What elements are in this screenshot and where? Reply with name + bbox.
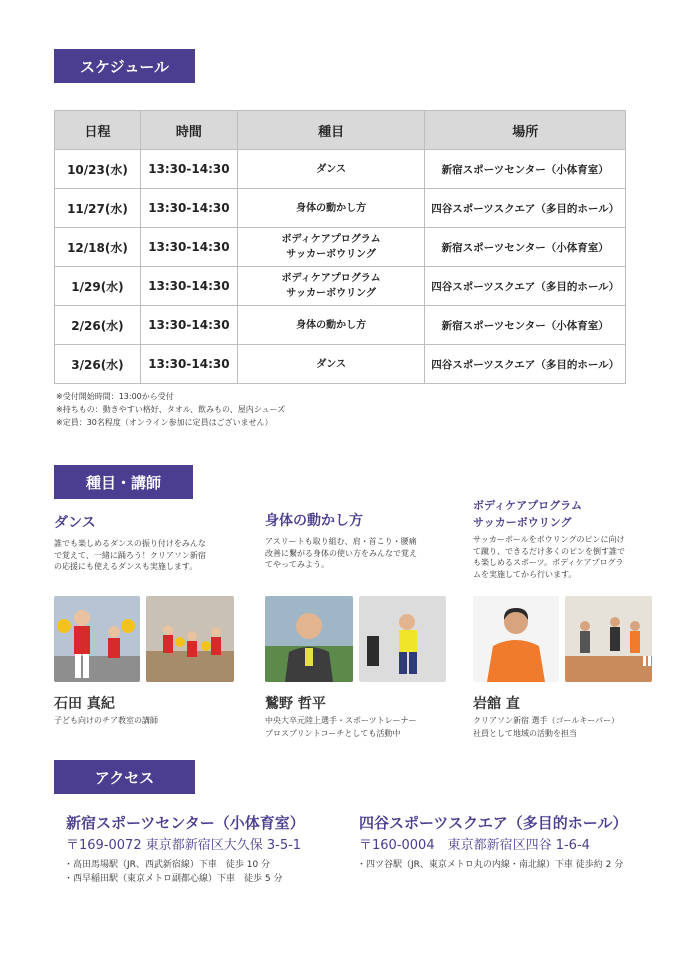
route-line: ・高田馬場駅（JR、西武新宿線）下車 徒歩 10 分 xyxy=(64,860,271,870)
date-cell: 11/27(水) xyxy=(55,189,141,228)
time-cell: 13:30-14:30 xyxy=(140,228,237,267)
coach-role xyxy=(265,714,417,740)
time-cell: 13:30-14:30 xyxy=(140,345,237,384)
date-cell: 1/29(水) xyxy=(55,267,141,306)
table-row xyxy=(55,306,626,345)
route-line: ・西早稲田駅（東京メトロ副都心線）下車 徒歩 5 分 xyxy=(64,874,283,884)
bowling-coach-photo xyxy=(473,596,559,682)
coach-role xyxy=(54,714,158,727)
role-line: 社員として地域の活動を担当 xyxy=(473,729,577,738)
program-title: サッカーボウリング xyxy=(473,516,572,529)
dance-class-photo xyxy=(146,596,234,682)
event-cell xyxy=(237,267,425,306)
description-line: てやってみよう。 xyxy=(265,560,329,569)
note-line: ※持ちもの：動きやすい格好、タオル、飲みもの、屋内シューズ xyxy=(56,405,286,414)
role-line: 中央大卒元陸上選手・スポーツトレーナー xyxy=(265,716,417,725)
date-cell: 3/26(水) xyxy=(55,345,141,384)
event-line: 身体の動かし方 xyxy=(296,202,367,214)
event-line: ダンス xyxy=(316,358,347,370)
note-line: ※定員：30名程度（オンライン参加に定員はございません） xyxy=(56,418,273,427)
description-line: も楽しめるスポーツ。ボディケアプログラ xyxy=(473,558,624,567)
place-cell: 新宿スポーツセンター（小体育室） xyxy=(425,150,626,189)
role-line: プロスプリントコーチとしても活動中 xyxy=(265,729,401,738)
event-line: サッカーボウリング xyxy=(286,249,376,260)
time-cell: 13:30-14:30 xyxy=(140,189,237,228)
access-heading: アクセス xyxy=(54,760,195,794)
column-header-time: 時間 xyxy=(140,111,237,150)
event-line: ボディケアプログラム xyxy=(281,234,381,245)
event-cell xyxy=(237,345,425,384)
table-row xyxy=(55,228,626,267)
venue-name: 新宿スポーツセンター（小体育室） xyxy=(66,814,305,832)
column-header-date: 日程 xyxy=(55,111,141,150)
description-line: アスリートも取り組む、肩・首こり・腰痛 xyxy=(265,537,417,546)
venue-routes xyxy=(357,858,623,872)
event-cell xyxy=(237,228,425,267)
event-line: 身体の動かし方 xyxy=(296,319,367,331)
route-line: ・四ツ谷駅（JR、東京メトロ丸の内線・南北線）下車 徒歩約 2 分 xyxy=(357,860,624,870)
program-description xyxy=(473,534,663,580)
date-cell: 12/18(水) xyxy=(55,228,141,267)
event-line: ダンス xyxy=(316,163,347,175)
column-header-event: 種目 xyxy=(237,111,425,150)
date-cell: 10/23(水) xyxy=(55,150,141,189)
movement-demo-photo xyxy=(359,596,446,682)
program-description xyxy=(54,538,244,573)
venue-address: 〒160-0004 東京都新宿区四谷 1-6-4 xyxy=(359,838,590,853)
description-line: て蹴り、できるだけ多くのピンを倒す誰で xyxy=(473,546,625,556)
place-cell: 四谷スポーツスクエア（多目的ホール） xyxy=(425,267,626,306)
event-cell xyxy=(237,306,425,345)
coach-block-movement xyxy=(265,512,455,571)
venue-routes xyxy=(64,858,282,886)
description-line: で覚えて、一緒に踊ろう！クリアソン新宿 xyxy=(54,550,206,560)
table-row xyxy=(55,189,626,228)
description-line: の応援にも使えるダンスも実施します。 xyxy=(54,562,198,571)
description-line: サッカーボールをボウリングのピンに向け xyxy=(473,535,625,544)
schedule-notes xyxy=(56,390,285,429)
coach-name: 鷲野 哲平 xyxy=(265,696,326,712)
description-line: 改善に繋がる身体の使い方をみんなで覚え xyxy=(265,548,417,558)
program-description xyxy=(265,536,455,571)
coach-block-dance xyxy=(54,514,244,573)
column-header-place: 場所 xyxy=(425,111,626,150)
role-line: クリアソン新宿 選手（ゴールキーパー） xyxy=(473,716,619,725)
dance-coach-photo xyxy=(54,596,140,682)
venue-name: 四谷スポーツスクエア（多目的ホール） xyxy=(359,814,628,832)
event-cell xyxy=(237,150,425,189)
program-title: ボディケアプログラム xyxy=(473,499,583,512)
event-line: ボディケアプログラム xyxy=(281,273,381,284)
date-cell: 2/26(水) xyxy=(55,306,141,345)
schedule-table xyxy=(54,110,626,384)
event-cell xyxy=(237,189,425,228)
schedule-heading: スケジュール xyxy=(54,49,195,83)
place-cell: 新宿スポーツセンター（小体育室） xyxy=(425,306,626,345)
table-row xyxy=(55,345,626,384)
note-line: ※受付開始時間：13:00から受付 xyxy=(56,392,174,401)
program-title: ダンス xyxy=(54,515,96,531)
time-cell: 13:30-14:30 xyxy=(140,267,237,306)
role-line: 子ども向けのチア教室の講師 xyxy=(54,716,158,725)
table-row xyxy=(55,150,626,189)
coach-block-bodycare xyxy=(473,497,663,580)
place-cell: 四谷スポーツスクエア（多目的ホール） xyxy=(425,189,626,228)
movement-coach-photo xyxy=(265,596,353,682)
place-cell: 四谷スポーツスクエア（多目的ホール） xyxy=(425,345,626,384)
description-line: ムを実施してから行います。 xyxy=(473,569,577,579)
description-line: 誰でも楽しめるダンスの振り付けをみんな xyxy=(54,539,206,548)
coach-name: 石田 真紀 xyxy=(54,696,115,712)
schedule-header-row xyxy=(55,111,626,150)
coach-role xyxy=(473,714,619,740)
table-row xyxy=(55,267,626,306)
event-line: サッカーボウリング xyxy=(286,288,376,299)
time-cell: 13:30-14:30 xyxy=(140,306,237,345)
bowling-class-photo xyxy=(565,596,652,682)
program-title: 身体の動かし方 xyxy=(265,513,363,529)
venue-address: 〒169-0072 東京都新宿区大久保 3-5-1 xyxy=(66,838,302,853)
coach-name: 岩舘 直 xyxy=(473,696,520,712)
place-cell: 新宿スポーツセンター（小体育室） xyxy=(425,228,626,267)
time-cell: 13:30-14:30 xyxy=(140,150,237,189)
coaches-heading: 種目・講師 xyxy=(54,465,193,499)
